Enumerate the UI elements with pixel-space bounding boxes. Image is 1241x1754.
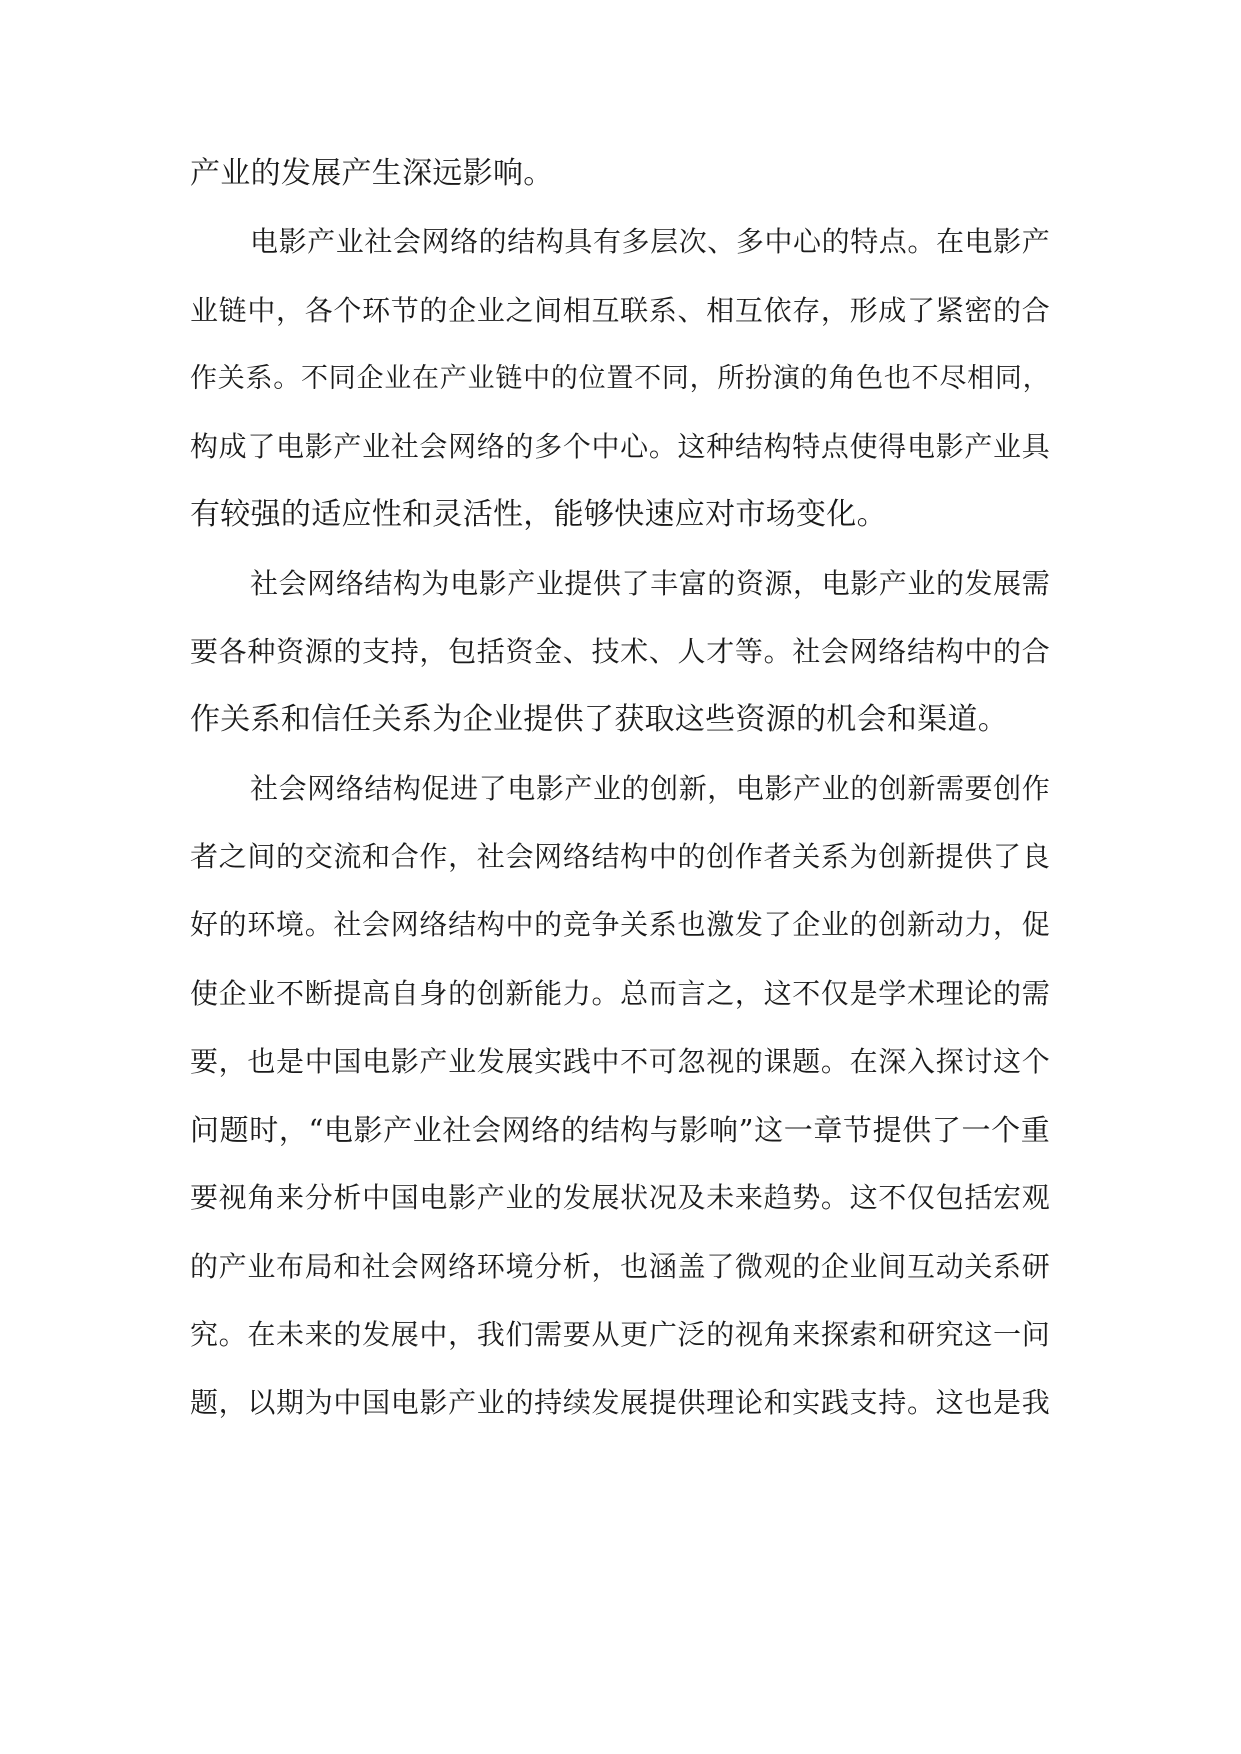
text-line-2: 电影产业社会网络的结构具有多层次、多中心的特点。在电影产 <box>250 225 1050 259</box>
text-line-14: 要，也是中国电影产业发展实践中不可忽视的课题。在深入探讨这个 <box>190 1044 1050 1078</box>
text-line-1: 产业的发展产生深远影响。 <box>190 156 554 191</box>
text-line-5: 构成了电影产业社会网络的多个中心。这种结构特点使得电影产业具 <box>190 430 1050 464</box>
text-line-18: 究。在未来的发展中，我们需要从更广泛的视角来探索和研究这一问 <box>190 1318 1050 1352</box>
text-line-13: 使企业不断提高自身的创新能力。总而言之，这不仅是学术理论的需 <box>190 976 1050 1010</box>
text-line-11: 者之间的交流和合作，社会网络结构中的创作者关系为创新提供了良 <box>190 839 1050 873</box>
text-line-17: 的产业布局和社会网络环境分析，也涵盖了微观的企业间互动关系研 <box>190 1249 1050 1283</box>
text-line-19: 题，以期为中国电影产业的持续发展提供理论和实践支持。这也是我 <box>190 1386 1050 1420</box>
text-line-7: 社会网络结构为电影产业提供了丰富的资源，电影产业的发展需 <box>250 566 1050 600</box>
body-text <box>190 140 1050 1438</box>
text-line-6: 有较强的适应性和灵活性，能够快速应对市场变化。 <box>190 497 887 533</box>
text-line-3: 业链中，各个环节的企业之间相互联系、相互依存，形成了紧密的合 <box>190 293 1050 327</box>
text-line-10: 社会网络结构促进了电影产业的创新，电影产业的创新需要创作 <box>250 771 1050 805</box>
text-line-9: 作关系和信任关系为企业提供了获取这些资源的机会和渠道。 <box>190 702 1009 738</box>
text-line-15: 问题时，“电影产业社会网络的结构与影响”这一章节提供了一个重 <box>190 1113 1050 1148</box>
text-line-4: 作关系。不同企业在产业链中的位置不同，所扮演的角色也不尽相同， <box>190 362 1050 394</box>
text-line-8: 要各种资源的支持，包括资金、技术、人才等。社会网络结构中的合 <box>190 635 1050 669</box>
text-line-16: 要视角来分析中国电影产业的发展状况及未来趋势。这不仅包括宏观 <box>190 1181 1050 1215</box>
text-line-12: 好的环境。社会网络结构中的竞争关系也激发了企业的创新动力，促 <box>190 908 1050 942</box>
